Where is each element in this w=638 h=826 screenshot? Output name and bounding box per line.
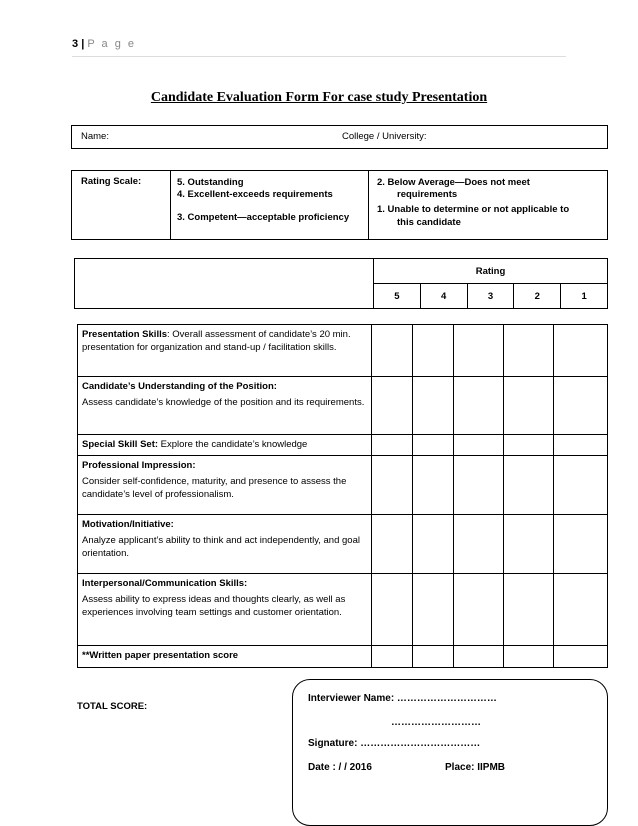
rating-cell-2[interactable]: [504, 456, 554, 515]
rating-cell-5[interactable]: [372, 515, 413, 574]
criteria-desc: Consider self-confidence, maturity, and presence to assess the candidate’s level of professionalism.: [82, 476, 347, 500]
form-title: Candidate Evaluation Form For case study Presentation: [150, 90, 488, 105]
rating-header-table: [74, 258, 608, 309]
rating-cell-5[interactable]: [372, 377, 413, 435]
criteria-title: Interpersonal/Communication Skills:: [82, 578, 248, 589]
criteria-table: [77, 324, 608, 668]
rating-cell-3[interactable]: [454, 456, 504, 515]
scale-divider-left: [170, 171, 171, 239]
criteria-row-interpersonal: [78, 574, 608, 646]
rating-cell-4[interactable]: [413, 377, 454, 435]
name-row: [71, 125, 608, 149]
criteria-row-motivation: [78, 515, 608, 574]
rating-cell-4[interactable]: [413, 515, 454, 574]
rating-cell-4[interactable]: [413, 435, 454, 456]
criteria-cell: [78, 435, 372, 456]
criteria-desc: Assess candidate’s knowledge of the position and its requirements.: [82, 397, 365, 408]
rating-cell-4[interactable]: [413, 574, 454, 646]
rating-scale-box: [71, 170, 608, 240]
name-label: Name:: [81, 131, 109, 142]
criteria-title: Candidate’s Understanding of the Position:: [82, 381, 277, 392]
rating-cell-5[interactable]: [372, 435, 413, 456]
signature-line[interactable]: [308, 738, 480, 749]
rating-cell-1[interactable]: [554, 456, 608, 515]
interviewer-signature-box: [292, 679, 608, 826]
rating-cell-1[interactable]: [554, 325, 608, 377]
criteria-title: **Written paper presentation score: [82, 650, 239, 661]
scale-1-line2: this candidate: [397, 217, 461, 228]
place-field[interactable]: Place: IIPMB: [445, 762, 506, 773]
rating-cell-2[interactable]: [504, 377, 554, 435]
criteria-desc: : Overall assessment of candidate’s 20 min. presentation for organization and stand-up / facilitation skills.: [82, 329, 351, 353]
criteria-cell: [78, 377, 372, 435]
criteria-cell: [78, 456, 372, 515]
rating-cell-2[interactable]: [504, 435, 554, 456]
rating-header-blank: [75, 259, 374, 309]
interviewer-name-line2[interactable]: ………………………: [391, 717, 481, 728]
criteria-cell: [78, 646, 372, 668]
college-label: College / University:: [342, 131, 427, 142]
rating-cell-2[interactable]: [504, 515, 554, 574]
interviewer-name-line[interactable]: [308, 693, 497, 704]
rating-cell-5[interactable]: [372, 325, 413, 377]
signature-dots: ………………………………: [357, 738, 481, 749]
rating-cell-1[interactable]: [554, 515, 608, 574]
criteria-row-impression: [78, 456, 608, 515]
rating-scale-label: Rating Scale:: [81, 176, 142, 187]
rating-cell-5[interactable]: [372, 574, 413, 646]
rating-cell-3[interactable]: [454, 435, 504, 456]
rating-cell-1[interactable]: [554, 646, 608, 668]
scale-3: 3. Competent—acceptable proficiency: [177, 212, 350, 223]
rating-cell-2[interactable]: [504, 325, 554, 377]
signature-label: Signature:: [308, 738, 358, 749]
criteria-cell: [78, 325, 372, 377]
criteria-title: Professional Impression:: [82, 460, 196, 471]
criteria-cell: [78, 515, 372, 574]
scale-divider-right: [368, 171, 369, 239]
rating-header-label: Rating: [374, 259, 608, 284]
rating-cell-3[interactable]: [454, 646, 504, 668]
criteria-row-written: [78, 646, 608, 668]
date-field[interactable]: Date : / / 2016: [308, 762, 372, 773]
rating-cell-1[interactable]: [554, 377, 608, 435]
criteria-desc: Analyze applicant’s ability to think and act independently, and goal orientation.: [82, 535, 360, 559]
rating-col-5: 5: [374, 284, 421, 309]
page-separator: |: [81, 38, 85, 50]
page-word: P a g e: [87, 38, 136, 50]
criteria-desc: Assess ability to express ideas and thoughts clearly, as well as experiences involving team settings and customer orientation.: [82, 594, 346, 618]
interviewer-name-dots: …………………………: [394, 693, 497, 704]
criteria-row-presentation: [78, 325, 608, 377]
criteria-title: Special Skill Set:: [82, 439, 159, 450]
criteria-desc: Explore the candidate’s knowledge: [158, 439, 308, 450]
rating-cell-5[interactable]: [372, 456, 413, 515]
rating-cell-1[interactable]: [554, 435, 608, 456]
rating-col-4: 4: [420, 284, 467, 309]
rating-cell-3[interactable]: [454, 325, 504, 377]
criteria-row-special-skill: [78, 435, 608, 456]
rating-cell-2[interactable]: [504, 646, 554, 668]
scale-2-line2: requirements: [397, 189, 458, 200]
scale-1-line1: 1. Unable to determine or not applicable to: [377, 204, 570, 215]
criteria-row-understanding: [78, 377, 608, 435]
rating-cell-3[interactable]: [454, 574, 504, 646]
rating-cell-2[interactable]: [504, 574, 554, 646]
scale-2-line1: 2. Below Average—Does not meet: [377, 177, 530, 188]
page-number: 3: [72, 38, 79, 50]
header-divider: [72, 56, 566, 57]
rating-cell-3[interactable]: [454, 377, 504, 435]
rating-cell-4[interactable]: [413, 646, 454, 668]
rating-col-1: 1: [561, 284, 608, 309]
rating-cell-1[interactable]: [554, 574, 608, 646]
rating-col-2: 2: [514, 284, 561, 309]
scale-4: 4. Excellent-exceeds requirements: [177, 189, 333, 200]
criteria-cell: [78, 574, 372, 646]
total-score-label: TOTAL SCORE:: [77, 701, 148, 712]
rating-cell-5[interactable]: [372, 646, 413, 668]
scale-5: 5. Outstanding: [177, 177, 244, 188]
criteria-title: Presentation Skills: [82, 329, 168, 340]
rating-col-3: 3: [467, 284, 514, 309]
rating-cell-4[interactable]: [413, 456, 454, 515]
interviewer-name-label: Interviewer Name:: [308, 693, 395, 704]
criteria-title: Motivation/Initiative:: [82, 519, 174, 530]
page-header: [72, 38, 136, 50]
rating-cell-3[interactable]: [454, 515, 504, 574]
rating-cell-4[interactable]: [413, 325, 454, 377]
